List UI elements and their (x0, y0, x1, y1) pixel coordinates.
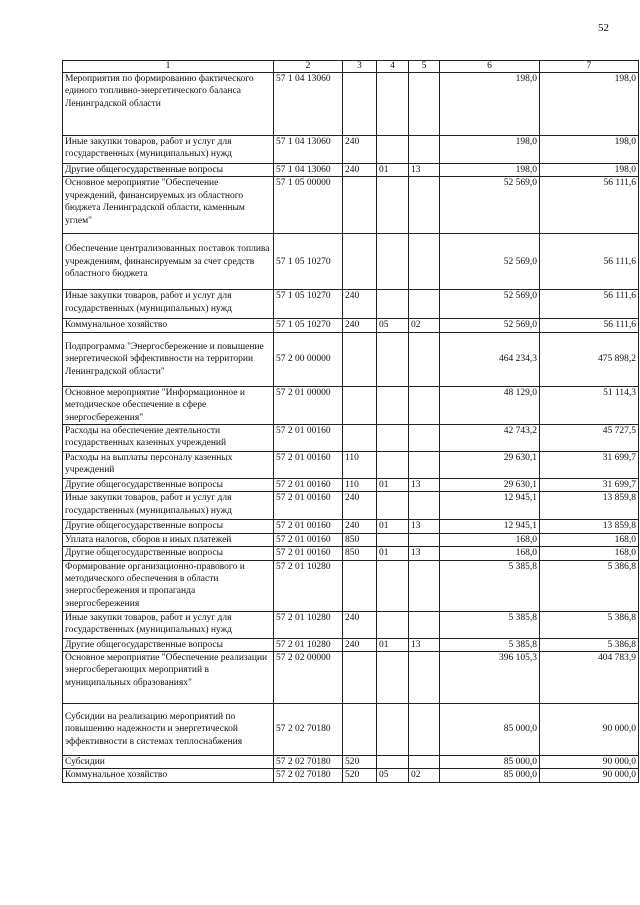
cell-subsection: 02 (409, 769, 440, 782)
cell-value-col6: 52 569,0 (440, 319, 540, 332)
cell-value-col7: 13 859,8 (540, 492, 639, 520)
cell-code: 57 2 02 70180 (274, 704, 343, 756)
cell-subsection: 02 (409, 319, 440, 332)
cell-expense-type (343, 704, 377, 756)
cell-name: Обеспечение централизованных поставок топлива учреждениям, финансируемым за счет средств областного бюджета (63, 234, 274, 290)
cell-expense-type (343, 73, 377, 136)
table-body (63, 73, 639, 783)
cell-value-col6: 12 945,1 (440, 492, 540, 520)
cell-section: 01 (377, 164, 409, 177)
cell-name: Другие общегосударственные вопросы (63, 638, 274, 651)
cell-value-col6: 198,0 (440, 73, 540, 136)
cell-section (377, 704, 409, 756)
table-row (63, 638, 639, 651)
cell-name: Коммунальное хозяйство (63, 769, 274, 782)
cell-code: 57 2 01 00000 (274, 386, 343, 424)
cell-expense-type: 850 (343, 533, 377, 546)
cell-value-col6: 5 385,8 (440, 560, 540, 611)
column-header: 5 (409, 61, 440, 73)
budget-table (62, 60, 639, 783)
cell-value-col6: 5 385,8 (440, 638, 540, 651)
cell-value-col6: 52 569,0 (440, 234, 540, 290)
cell-value-col6: 198,0 (440, 164, 540, 177)
cell-code: 57 2 01 00160 (274, 425, 343, 452)
cell-code: 57 1 04 13060 (274, 136, 343, 164)
cell-section: 01 (377, 547, 409, 560)
cell-subsection: 13 (409, 520, 440, 533)
table-row (63, 520, 639, 533)
cell-value-col6: 85 000,0 (440, 756, 540, 769)
cell-name: Мероприятия по формированию фактического единого топливно-энергетического баланса Ленинградской области (63, 73, 274, 136)
table-row (63, 234, 639, 290)
cell-section (377, 177, 409, 234)
table-row (63, 769, 639, 782)
cell-code: 57 2 01 00160 (274, 452, 343, 479)
cell-value-col7: 198,0 (540, 136, 639, 164)
table-header-row (63, 61, 639, 73)
column-header: 4 (377, 61, 409, 73)
cell-code: 57 1 05 10270 (274, 319, 343, 332)
cell-subsection: 13 (409, 638, 440, 651)
cell-name: Другие общегосударственные вопросы (63, 479, 274, 492)
table-row (63, 452, 639, 479)
cell-subsection (409, 234, 440, 290)
cell-subsection (409, 611, 440, 638)
cell-expense-type (343, 332, 377, 386)
cell-code: 57 2 01 10280 (274, 560, 343, 611)
table-row (63, 560, 639, 611)
cell-value-col7: 168,0 (540, 547, 639, 560)
cell-subsection (409, 492, 440, 520)
table-row (63, 547, 639, 560)
cell-expense-type: 850 (343, 547, 377, 560)
table-row (63, 756, 639, 769)
cell-section: 01 (377, 479, 409, 492)
cell-code: 57 2 01 00160 (274, 533, 343, 546)
cell-value-col7: 90 000,0 (540, 756, 639, 769)
cell-section (377, 533, 409, 546)
cell-subsection (409, 177, 440, 234)
cell-value-col7: 56 111,6 (540, 177, 639, 234)
cell-code: 57 2 01 00160 (274, 492, 343, 520)
cell-expense-type: 240 (343, 136, 377, 164)
cell-value-col6: 168,0 (440, 547, 540, 560)
cell-value-col7: 198,0 (540, 164, 639, 177)
table-row (63, 425, 639, 452)
cell-value-col6: 198,0 (440, 136, 540, 164)
cell-value-col7: 5 386,8 (540, 560, 639, 611)
cell-value-col6: 29 630,1 (440, 479, 540, 492)
cell-value-col7: 56 111,6 (540, 234, 639, 290)
cell-expense-type: 240 (343, 611, 377, 638)
cell-subsection (409, 560, 440, 611)
column-header: 6 (440, 61, 540, 73)
cell-section: 01 (377, 638, 409, 651)
table-row (63, 479, 639, 492)
page-number: 52 (598, 22, 609, 34)
cell-subsection (409, 73, 440, 136)
column-header: 3 (343, 61, 377, 73)
cell-value-col6: 52 569,0 (440, 177, 540, 234)
cell-subsection (409, 704, 440, 756)
cell-value-col6: 396 105,3 (440, 652, 540, 704)
cell-value-col7: 168,0 (540, 533, 639, 546)
cell-value-col7: 404 783,9 (540, 652, 639, 704)
cell-expense-type: 240 (343, 319, 377, 332)
cell-name: Субсидии (63, 756, 274, 769)
cell-section (377, 234, 409, 290)
cell-section (377, 136, 409, 164)
cell-name: Коммунальное хозяйство (63, 319, 274, 332)
cell-section (377, 492, 409, 520)
cell-value-col6: 12 945,1 (440, 520, 540, 533)
column-header: 1 (63, 61, 274, 73)
cell-value-col6: 464 234,3 (440, 332, 540, 386)
cell-section (377, 452, 409, 479)
cell-name: Иные закупки товаров, работ и услуг для государственных (муниципальных) нужд (63, 492, 274, 520)
cell-code: 57 1 05 10270 (274, 234, 343, 290)
table-row (63, 136, 639, 164)
table-row (63, 319, 639, 332)
cell-value-col7: 31 699,7 (540, 452, 639, 479)
cell-name: Подпрограмма "Энергосбережение и повышение энергетической эффективности на территории Ленинградской области" (63, 332, 274, 386)
cell-code: 57 2 02 70180 (274, 756, 343, 769)
cell-section: 01 (377, 520, 409, 533)
cell-section: 05 (377, 319, 409, 332)
cell-expense-type: 240 (343, 164, 377, 177)
cell-name: Основное мероприятие "Обеспечение учреждений, финансируемых из областного бюджета Ленинградской области, каменным углем" (63, 177, 274, 234)
cell-value-col7: 90 000,0 (540, 769, 639, 782)
cell-name: Другие общегосударственные вопросы (63, 164, 274, 177)
cell-section (377, 756, 409, 769)
cell-value-col7: 56 111,6 (540, 290, 639, 319)
cell-code: 57 1 04 13060 (274, 164, 343, 177)
table-row (63, 386, 639, 424)
cell-value-col7: 31 699,7 (540, 479, 639, 492)
cell-value-col7: 45 727,5 (540, 425, 639, 452)
cell-value-col6: 85 000,0 (440, 704, 540, 756)
cell-subsection (409, 652, 440, 704)
cell-name: Субсидии на реализацию мероприятий по повышению надежности и энергетической эффективности в системах теплоснабжения (63, 704, 274, 756)
cell-expense-type: 240 (343, 638, 377, 651)
table-row (63, 177, 639, 234)
cell-expense-type: 240 (343, 520, 377, 533)
cell-value-col6: 85 000,0 (440, 769, 540, 782)
cell-value-col7: 51 114,3 (540, 386, 639, 424)
table-row (63, 533, 639, 546)
cell-name: Иные закупки товаров, работ и услуг для государственных (муниципальных) нужд (63, 136, 274, 164)
cell-expense-type (343, 177, 377, 234)
cell-expense-type (343, 425, 377, 452)
cell-name: Иные закупки товаров, работ и услуг для государственных (муниципальных) нужд (63, 290, 274, 319)
table-row (63, 704, 639, 756)
cell-section (377, 332, 409, 386)
column-header: 7 (540, 61, 639, 73)
table-row (63, 611, 639, 638)
cell-name: Уплата налогов, сборов и иных платежей (63, 533, 274, 546)
cell-section (377, 652, 409, 704)
cell-value-col7: 475 898,2 (540, 332, 639, 386)
cell-value-col6: 48 129,0 (440, 386, 540, 424)
cell-expense-type (343, 386, 377, 424)
cell-expense-type (343, 560, 377, 611)
cell-value-col6: 52 569,0 (440, 290, 540, 319)
cell-name: Другие общегосударственные вопросы (63, 520, 274, 533)
cell-subsection (409, 136, 440, 164)
table-row (63, 164, 639, 177)
cell-expense-type: 110 (343, 452, 377, 479)
cell-section: 05 (377, 769, 409, 782)
table-row (63, 652, 639, 704)
cell-name: Другие общегосударственные вопросы (63, 547, 274, 560)
cell-code: 57 2 01 10280 (274, 638, 343, 651)
cell-expense-type: 240 (343, 290, 377, 319)
cell-value-col6: 168,0 (440, 533, 540, 546)
cell-code: 57 2 01 00160 (274, 520, 343, 533)
cell-value-col7: 5 386,8 (540, 638, 639, 651)
cell-section (377, 611, 409, 638)
cell-code: 57 2 01 00160 (274, 479, 343, 492)
column-header: 2 (274, 61, 343, 73)
table-row (63, 492, 639, 520)
cell-subsection (409, 756, 440, 769)
cell-value-col7: 5 386,8 (540, 611, 639, 638)
cell-value-col7: 13 859,8 (540, 520, 639, 533)
cell-section (377, 560, 409, 611)
cell-expense-type: 110 (343, 479, 377, 492)
cell-value-col6: 5 385,8 (440, 611, 540, 638)
cell-code: 57 1 05 00000 (274, 177, 343, 234)
cell-expense-type (343, 234, 377, 290)
cell-code: 57 2 01 00160 (274, 547, 343, 560)
cell-expense-type: 520 (343, 769, 377, 782)
cell-name: Формирование организационно-правового и методического обеспечения в области энергосбережения и пропаганда энергосбережения (63, 560, 274, 611)
cell-value-col6: 42 743,2 (440, 425, 540, 452)
cell-subsection: 13 (409, 164, 440, 177)
cell-value-col6: 29 630,1 (440, 452, 540, 479)
cell-value-col7: 56 111,6 (540, 319, 639, 332)
cell-code: 57 1 05 10270 (274, 290, 343, 319)
cell-code: 57 2 00 00000 (274, 332, 343, 386)
cell-section (377, 290, 409, 319)
cell-name: Расходы на обеспечение деятельности государственных казенных учреждений (63, 425, 274, 452)
cell-subsection (409, 425, 440, 452)
cell-name: Основное мероприятие "Информационное и методическое обеспечение в сфере энергосбережения" (63, 386, 274, 424)
cell-name: Иные закупки товаров, работ и услуг для государственных (муниципальных) нужд (63, 611, 274, 638)
cell-subsection (409, 332, 440, 386)
cell-name: Основное мероприятие "Обеспечение реализации энергосберегающих мероприятий в муниципальных образованиях" (63, 652, 274, 704)
cell-section (377, 425, 409, 452)
table-row (63, 73, 639, 136)
cell-section (377, 73, 409, 136)
cell-code: 57 2 02 00000 (274, 652, 343, 704)
cell-section (377, 386, 409, 424)
table-row (63, 332, 639, 386)
cell-code: 57 2 02 70180 (274, 769, 343, 782)
cell-subsection (409, 386, 440, 424)
cell-code: 57 1 04 13060 (274, 73, 343, 136)
cell-subsection (409, 533, 440, 546)
cell-expense-type (343, 652, 377, 704)
cell-expense-type: 240 (343, 492, 377, 520)
cell-value-col7: 90 000,0 (540, 704, 639, 756)
cell-code: 57 2 01 10280 (274, 611, 343, 638)
cell-expense-type: 520 (343, 756, 377, 769)
cell-subsection (409, 452, 440, 479)
cell-subsection (409, 290, 440, 319)
cell-subsection: 13 (409, 547, 440, 560)
cell-name: Расходы на выплаты персоналу казенных учреждений (63, 452, 274, 479)
cell-subsection: 13 (409, 479, 440, 492)
table-row (63, 290, 639, 319)
cell-value-col7: 198,0 (540, 73, 639, 136)
